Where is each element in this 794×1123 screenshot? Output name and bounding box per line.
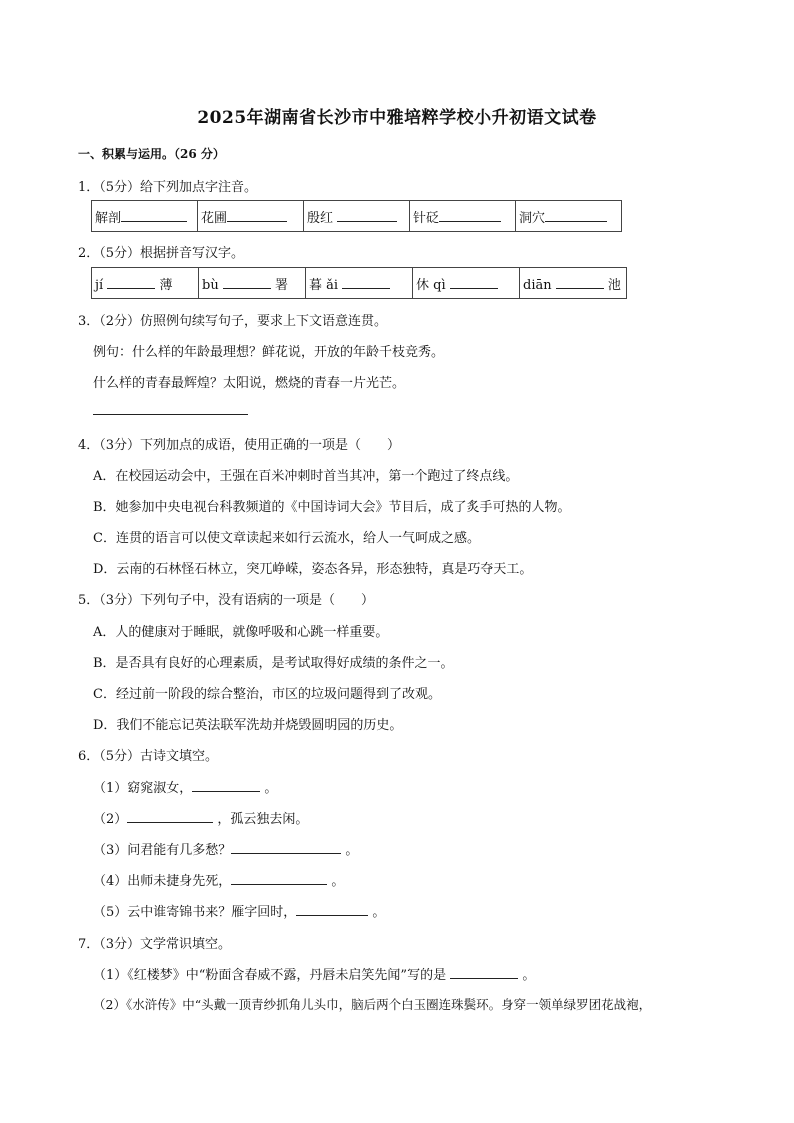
question-2-stem: 2．（5分）根据拼音写汉字。 (78, 246, 245, 261)
poem-item: （2） ，孤云独去闲。 (93, 812, 309, 827)
pinyin-cell[interactable]: 洞穴 (516, 201, 622, 232)
pinyin-table (91, 200, 622, 232)
hanzi-table (91, 267, 627, 299)
section-heading: 一、积累与运用。（26 分） (78, 147, 225, 161)
pinyin-cell[interactable]: 花圃 (198, 201, 304, 232)
answer-blank[interactable] (450, 966, 518, 979)
poem-item: （1）窈窕淑女， 。 (93, 781, 278, 796)
question-4-option-b[interactable]: B．她参加中央电视台科教频道的《中国诗词大会》节目后，成了炙手可热的人物。 (93, 500, 571, 515)
question-5-option-b[interactable]: B．是否具有良好的心理素质，是考试取得好成绩的条件之一。 (93, 656, 454, 671)
question-5-stem: 5．（3分）下列句子中，没有语病的一项是（ ） (78, 593, 375, 608)
hanzi-cell[interactable]: jí 薄 (92, 268, 199, 299)
question-5-option-c[interactable]: C．经过前一阶段的综合整治，市区的垃圾问题得到了改观。 (93, 687, 441, 702)
literature-item-2: （2）《水浒传》中“头戴一顶青纱抓角儿头巾，脑后两个白玉圈连珠鬓环。身穿一领单绿罗团花战袍， (93, 997, 652, 1012)
answer-blank[interactable] (127, 810, 213, 823)
question-4-option-c[interactable]: C．连贯的语言可以使文章读起来如行云流水，给人一气呵成之感。 (93, 531, 480, 546)
question-7-stem: 7．（3分）文学常识填空。 (78, 937, 232, 952)
poem-item: （3）问君能有几多愁？ 。 (93, 843, 359, 858)
page-title: 2025年湖南省长沙市中雅培粹学校小升初语文试卷 (197, 108, 597, 128)
pinyin-cell[interactable]: 针砭 (410, 201, 516, 232)
question-5-option-a[interactable]: A．人的健康对于睡眠，就像呼吸和心跳一样重要。 (93, 625, 389, 640)
hanzi-cell[interactable]: 休 qì (413, 268, 520, 299)
poem-item: （4）出师未捷身先死， 。 (93, 874, 345, 889)
hanzi-cell[interactable]: bù 署 (199, 268, 306, 299)
question-3-stem: 3．（2分）仿照例句续写句子，要求上下文语意连贯。 (78, 314, 388, 329)
answer-blank[interactable] (296, 903, 368, 916)
hanzi-cell[interactable]: diān 池 (520, 268, 627, 299)
pinyin-cell[interactable]: 殷红 (304, 201, 410, 232)
question-4-stem: 4．（3分）下列加点的成语，使用正确的一项是（ ） (78, 438, 401, 453)
question-4-option-d[interactable]: D．云南的石林怪石林立，突兀峥嵘，姿态各异，形态独特，真是巧夺天工。 (93, 562, 533, 577)
pinyin-cell[interactable]: 解剖 (92, 201, 198, 232)
answer-blank[interactable] (231, 841, 341, 854)
answer-blank[interactable] (231, 872, 327, 885)
question-6-stem: 6．（5分）古诗文填空。 (78, 749, 219, 764)
question-3-example: 例句：什么样的年龄最理想？鲜花说，开放的年龄千枝竞秀。 (93, 345, 445, 360)
poem-item: （5）云中谁寄锦书来？雁字回时， 。 (93, 905, 386, 920)
answer-blank[interactable] (192, 779, 260, 792)
question-3-line: 什么样的青春最辉煌？太阳说，燃烧的青春一片光芒。 (93, 376, 406, 391)
question-5-option-d[interactable]: D．我们不能忘记英法联军洗劫并烧毁圆明园的历史。 (93, 718, 403, 733)
question-1-stem: 1．（5分）给下列加点字注音。 (78, 180, 258, 195)
literature-item-1: （1）《红楼梦》中“粉面含春威不露，丹唇未启笑先闻”写的是 。 (93, 968, 536, 983)
hanzi-cell[interactable]: 暮 ǎi (306, 268, 413, 299)
question-3-answer-line[interactable] (93, 414, 248, 415)
question-4-option-a[interactable]: A．在校园运动会中，王强在百米冲刺时首当其冲，第一个跑过了终点线。 (93, 469, 519, 484)
